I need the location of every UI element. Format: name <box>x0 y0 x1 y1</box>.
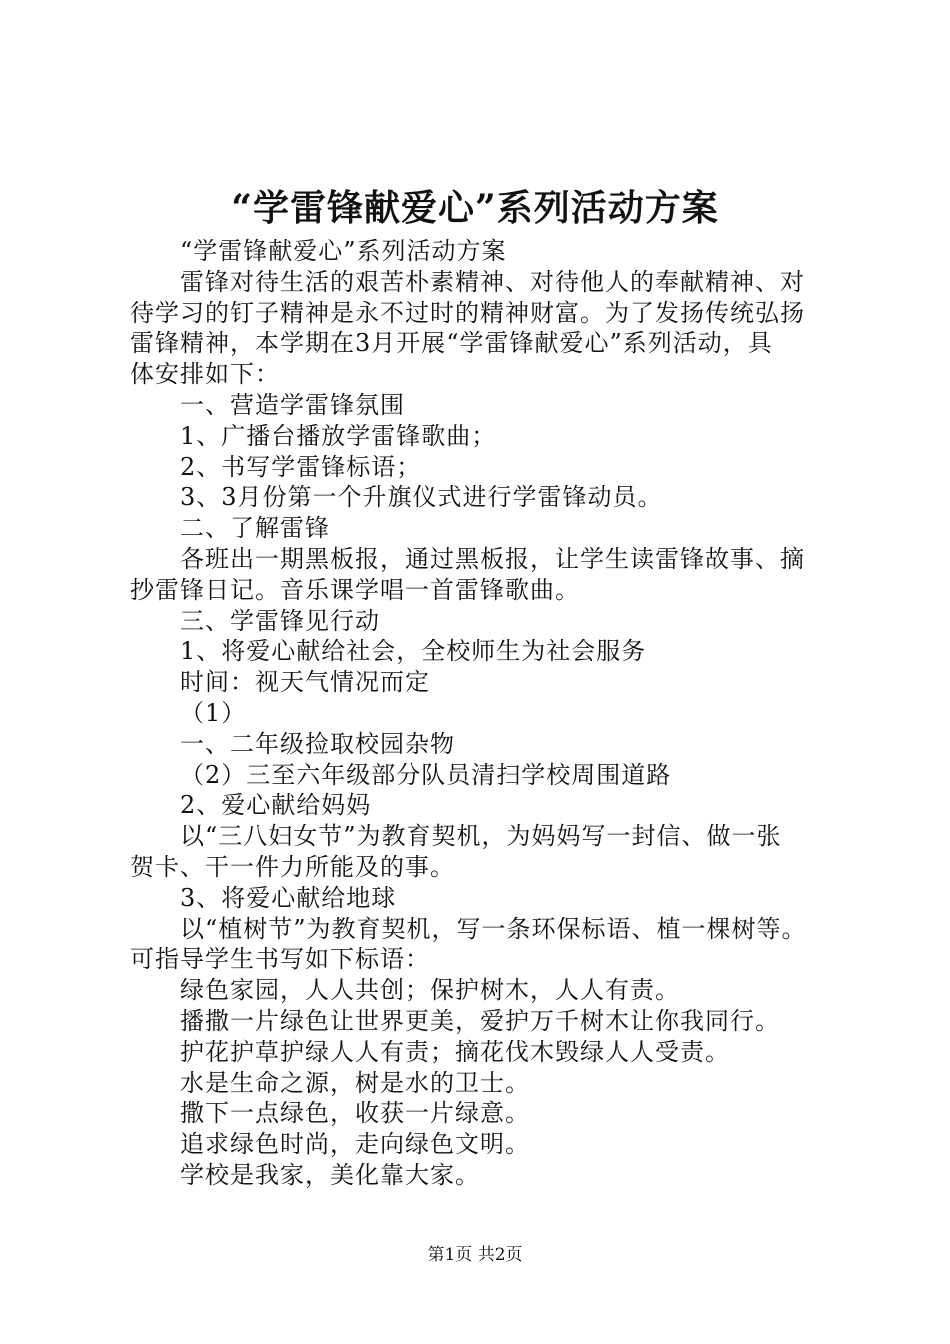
body-line: 1、将爱心献给社会，全校师生为社会服务 <box>180 637 647 666</box>
body-line: 2、爱心献给妈妈 <box>180 791 372 820</box>
body-line: 以“植树节”为教育契机，写一条环保标语、植一棵树等。 <box>180 914 807 943</box>
body-line: 2、书写学雷锋标语； <box>180 452 422 481</box>
body-line: 雷锋精神，本学期在3月开展“学雷锋献爱心”系列活动，具 <box>130 329 773 358</box>
body-line: 时间：视天气情况而定 <box>180 668 430 697</box>
body-line: 二、了解雷锋 <box>180 514 330 543</box>
body-line: 3、3月份第一个升旗仪式进行学雷锋动员。 <box>180 483 663 512</box>
body-line: 三、学雷锋见行动 <box>180 606 380 635</box>
body-line: 1、广播台播放学雷锋歌曲； <box>180 421 497 450</box>
body-line: 体安排如下： <box>130 360 280 389</box>
body-line: 一、二年级捡取校园杂物 <box>180 729 455 758</box>
body-line: （1） <box>180 698 247 727</box>
body-line: 绿色家园，人人共创；保护树木，人人有责。 <box>180 976 680 1005</box>
body-line: 待学习的钉子精神是永不过时的精神财富。为了发扬传统弘扬 <box>130 298 805 327</box>
body-line: 以“三八妇女节”为教育契机，为妈妈写一封信、做一张 <box>180 822 782 851</box>
body-line: “学雷锋献爱心”系列活动方案 <box>180 237 507 265</box>
page-footer: 第1页 共2页 <box>427 1245 523 1265</box>
body-line: （2）三至六年级部分队员清扫学校周围道路 <box>180 760 672 789</box>
body-line: 撒下一点绿色，收获一片绿意。 <box>180 1099 530 1128</box>
document-body <box>130 236 840 1191</box>
body-line: 护花护草护绿人人有责；摘花伐木毁绿人人受责。 <box>180 1037 730 1066</box>
body-line: 可指导学生书写如下标语： <box>130 945 430 974</box>
body-line: 一、营造学雷锋氛围 <box>180 390 405 419</box>
body-line: 播撒一片绿色让世界更美，爱护万千树木让你我同行。 <box>180 1006 780 1035</box>
body-line: 各班出一期黑板报，通过黑板报，让学生读雷锋故事、摘 <box>180 544 805 573</box>
body-line: 学校是我家，美化靠大家。 <box>180 1160 480 1189</box>
body-line: 3、将爱心献给地球 <box>180 883 397 912</box>
body-line: 水是生命之源，树是水的卫士。 <box>180 1068 530 1097</box>
body-line: 雷锋对待生活的艰苦朴素精神、对待他人的奉献精神、对 <box>180 267 805 296</box>
body-line: 抄雷锋日记。音乐课学唱一首雷锋歌曲。 <box>130 575 580 604</box>
body-line: 追求绿色时尚，走向绿色文明。 <box>180 1130 530 1159</box>
body-line: 贺卡、干一件力所能及的事。 <box>130 852 455 881</box>
document-title: “学雷锋献爱心”系列活动方案 <box>231 187 719 229</box>
